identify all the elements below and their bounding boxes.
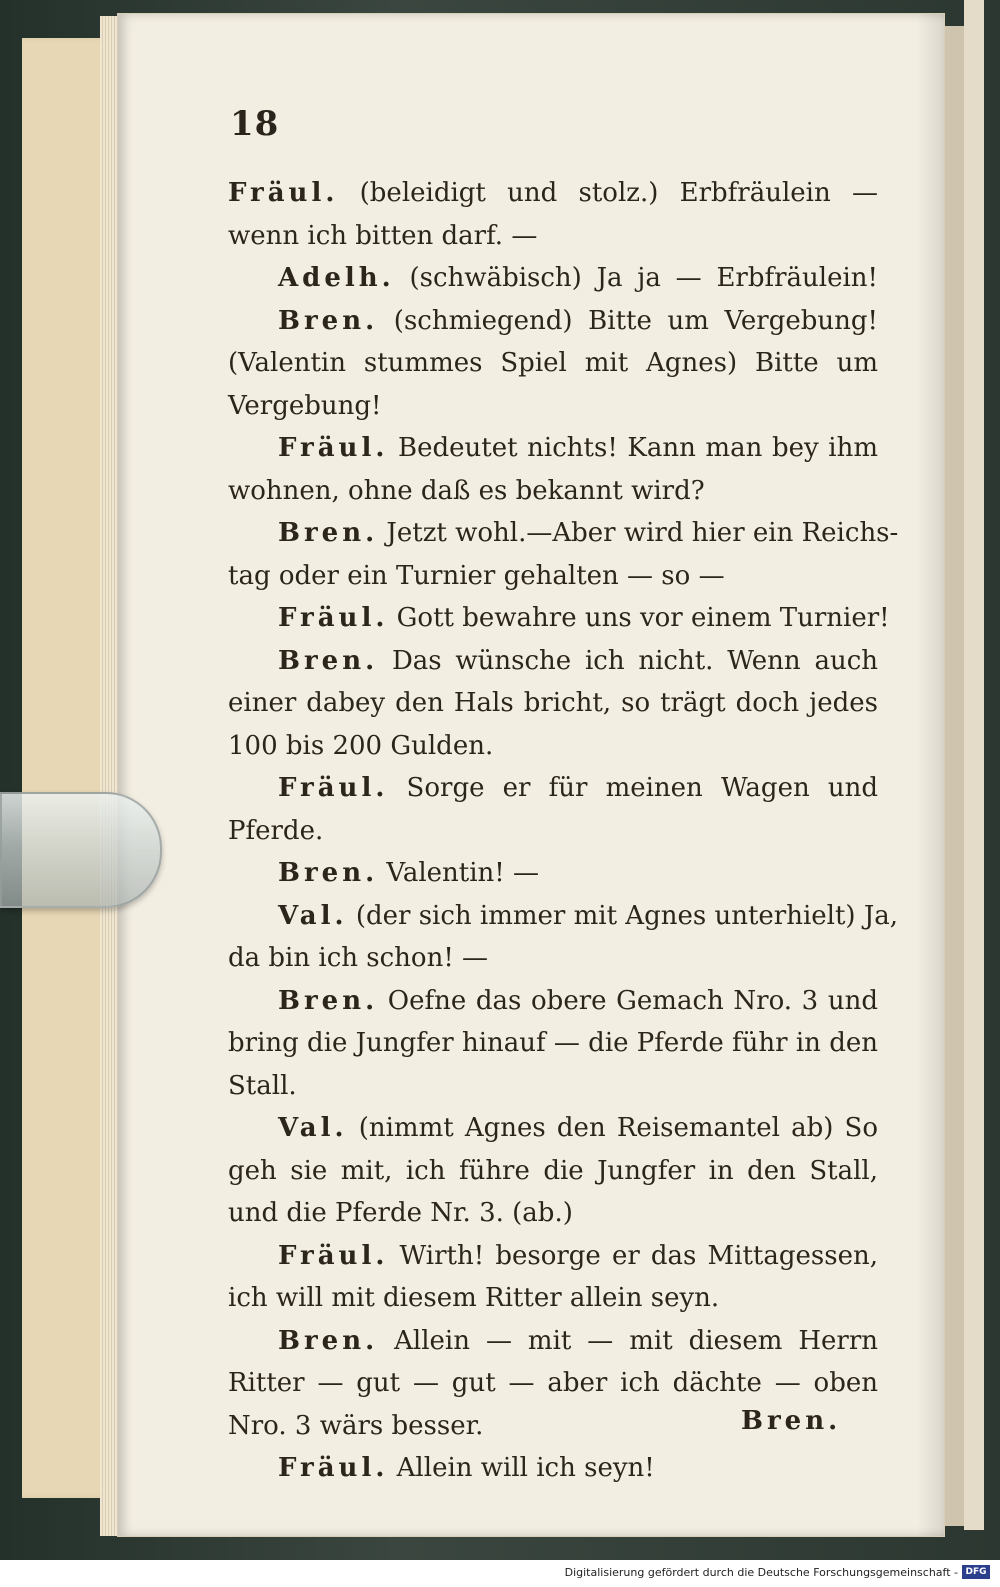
line-text: Sorge er für meinen Wagen und [388,773,878,803]
text-line [228,895,899,938]
text-line [228,937,878,980]
text-line [228,342,878,385]
speaker-name: Fräul. [278,1453,389,1483]
text-line [228,682,878,725]
speaker-name: Bren. [278,645,379,676]
text-line [228,810,878,853]
text-line [228,725,878,768]
text-line [228,257,878,300]
line-text: geh sie mit, ich führe die Jungfer in den Stall, [228,1155,878,1186]
line-text: Ritter — gut — gut — aber ich dächte — oben [228,1368,878,1398]
line-text: (beleidigt und stolz.) Erbfräulein — [338,178,878,208]
line-text: Gott bewahre uns vor einem Turnier! [388,603,890,633]
line-text: Allein will ich seyn! [388,1453,655,1483]
line-text: wenn ich bitten darf. — [228,220,538,251]
line-text: Allein — mit — mit diesem Herrn [378,1325,878,1356]
line-text: wohnen, ohne daß es bekannt wird? [228,475,705,506]
book-cover-right-edge [964,0,984,1530]
text-line [228,300,878,343]
text-line [228,1065,878,1108]
line-text: Wirth! besorge er das Mittagessen, [388,1240,878,1271]
line-text: ich will mit diesem Ritter allein seyn. [228,1283,720,1313]
speaker-name: Fräul. [278,433,389,463]
text-line [228,1192,878,1235]
page-text [228,172,899,1490]
text-line [228,597,890,640]
line-text: Stall. [228,1070,297,1101]
text-line [228,980,878,1023]
line-text: 100 bis 200 Gulden. [228,730,494,761]
text-line [228,385,878,428]
page-clip [0,792,162,908]
text-line [228,215,878,258]
text-line [228,1022,878,1065]
text-line [228,1447,878,1490]
line-text: und die Pferde Nr. 3. (ab.) [228,1198,573,1228]
line-text: Nro. 3 wärs besser. [228,1410,484,1441]
page-number: 18 [230,104,280,144]
line-text: (nimmt Agnes den Reisemantel ab) So [347,1113,878,1143]
speaker-name: Fräul. [278,603,389,633]
text-line [228,767,878,810]
line-text: (schmiegend) Bitte um Vergebung! [378,305,878,336]
speaker-name: Adelh. [278,263,395,293]
speaker-name: Fräul. [278,773,389,803]
text-line [228,1277,878,1320]
line-text: Das wünsche ich nicht. Wenn auch [378,645,878,676]
dfg-logo: DFG [962,1565,990,1579]
line-text: tag oder ein Turnier gehalten — so — [228,560,725,591]
speaker-name: Fräul. [278,1240,389,1271]
text-line [228,470,878,513]
line-text: Valentin! — [378,858,539,888]
speaker-name: Bren. [278,1325,379,1356]
line-text: Pferde. [228,815,324,846]
line-text: da bin ich schon! — [228,943,489,973]
text-line [228,555,878,598]
speaker-name: Bren. [278,305,379,336]
text-line [228,1320,878,1363]
catchword: Bren. [741,1406,842,1436]
line-text: Jetzt wohl.—Aber wird hier ein Reichs- [378,518,899,548]
speaker-name: Fräul. [228,178,339,208]
line-text: einer dabey den Hals bricht, so trägt doch jedes [228,688,878,718]
line-text: Vergebung! [228,390,382,421]
text-line [228,640,878,683]
line-text: Bedeutet nichts! Kann man bey ihm [388,433,878,463]
speaker-name: Bren. [278,985,379,1016]
text-line [228,1235,878,1278]
book-page [118,14,944,1536]
line-text: (Valentin stummes Spiel mit Agnes) Bitte um [228,348,878,378]
line-text: bring die Jungfer hinauf — die Pferde führ in den [228,1028,878,1058]
text-line [228,172,878,215]
text-line [228,427,878,470]
line-text: (der sich immer mit Agnes unterhielt) Ja, [347,900,899,931]
speaker-name: Bren. [278,858,379,888]
speaker-name: Bren. [278,518,379,548]
text-line [228,1362,878,1405]
line-text: Oefne das obere Gemach Nro. 3 und [378,985,878,1016]
speaker-name: Val. [278,1113,348,1143]
speaker-name: Val. [278,900,348,931]
text-line [228,1107,878,1150]
text-line [228,1150,878,1193]
text-line [228,512,899,555]
text-line [228,852,878,895]
line-text: (schwäbisch) Ja ja — Erbfräulein! [394,263,878,293]
funding-credit: Digitalisierung gefördert durch die Deutsche Forschungsgemeinschaft - [564,1566,958,1579]
